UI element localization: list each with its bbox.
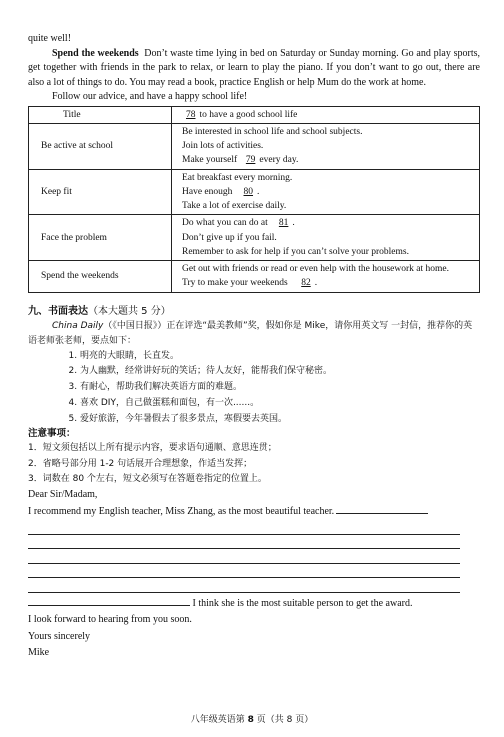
row-content xyxy=(172,261,480,293)
advice-table xyxy=(28,106,480,293)
weekends-heading: Spend the weekends xyxy=(52,47,139,59)
row-line xyxy=(182,276,475,290)
letter-sign-off: Yours sincerely xyxy=(28,630,91,642)
letter-greeting: Dear Sir/Madam, xyxy=(28,489,98,501)
footer-page-number: 8 xyxy=(247,715,254,725)
passage-follow: Follow our advice, and have a happy school life! xyxy=(52,91,248,102)
task-text: （《中国日报》）正在评选“最美教师”奖，假如你是 Mike，请你用英文写 一封信，推荐你的英语老师张老师，要点如下： xyxy=(28,321,473,346)
letter-closing-line xyxy=(28,596,480,613)
row-line: Eat breakfast every morning. xyxy=(182,172,293,183)
section-score: （本大题共 5 分） xyxy=(88,305,171,317)
answer-line[interactable] xyxy=(28,578,460,593)
closing-text: I think she is the most suitable person to get the award. xyxy=(192,597,413,609)
passage-line-0: quite well! xyxy=(28,33,72,44)
title-label: Title xyxy=(29,106,172,123)
note-item: 1．短文须包括以上所有提示内容，要求语句通顺、意思连贯； xyxy=(28,443,277,454)
answer-line[interactable] xyxy=(28,535,460,550)
blank-82[interactable]: 82 xyxy=(301,278,311,289)
footer-suffix: 页（共 8 页） xyxy=(256,715,314,725)
writing-section-title xyxy=(28,305,480,320)
key-points-list xyxy=(28,349,480,428)
row-line: Remember to ask for help if you can’t solve your problems. xyxy=(182,246,409,257)
table-row xyxy=(29,169,480,215)
row-line xyxy=(182,216,475,230)
row-line: Be interested in school life and school subjects. xyxy=(182,126,363,137)
row-text: Have enough xyxy=(182,186,233,197)
table-row xyxy=(29,123,480,169)
row-line: Join lots of activities. xyxy=(182,141,264,151)
row-line: Take a lot of exercise daily. xyxy=(182,201,287,211)
row-label: Be active at school xyxy=(29,123,172,169)
row-line xyxy=(182,185,475,199)
row-label: Keep fit xyxy=(29,169,172,215)
letter-opening xyxy=(28,504,480,521)
section-heading: 九、书面表达 xyxy=(28,305,88,317)
row-content xyxy=(172,169,480,215)
row-content xyxy=(172,215,480,261)
answer-line[interactable] xyxy=(28,520,460,535)
footer-prefix: 八年级英语第 xyxy=(190,715,245,725)
notes-title: 注意事项： xyxy=(28,428,76,440)
answer-line[interactable] xyxy=(28,596,190,606)
row-text: . xyxy=(314,278,318,289)
row-text: every day. xyxy=(259,155,299,166)
page-footer xyxy=(0,714,504,727)
row-line: Get out with friends or read or even help with the housework at home. xyxy=(182,264,449,274)
title-cell xyxy=(172,106,480,123)
table-row xyxy=(29,106,480,123)
passage-weekends-paragraph xyxy=(28,47,480,91)
weekends-text: Don’t waste time lying in bed on Saturday or Sunday morning. Go and play sports, get together with friends in the park to relax, or learn to play the piano. If you don’t want to go out, there are also a lot of things to do. You may read a book, practice English or help Mum do the work at home. xyxy=(28,47,480,88)
letter-look-forward: I look forward to hearing from you soon. xyxy=(28,614,192,626)
row-content xyxy=(172,123,480,169)
answer-line[interactable] xyxy=(336,504,428,514)
row-text: Make yourself xyxy=(182,155,238,166)
row-line xyxy=(182,153,475,167)
row-text: . xyxy=(292,218,295,229)
letter-area xyxy=(28,487,480,662)
list-item: 4. 喜欢 DIY，自己做蛋糕和面包，有一次......。 xyxy=(80,396,480,412)
row-text: Try to make your weekends xyxy=(182,278,288,289)
note-item: 2．省略号部分用 1-2 句话展开合理想象，作适当发挥； xyxy=(28,458,253,469)
table-row xyxy=(29,215,480,261)
list-item: 5. 爱好旅游，今年暑假去了很多景点，寒假要去英国。 xyxy=(80,412,480,428)
opening-text: I recommend my English teacher, Miss Zhang, as the most beautiful teacher. xyxy=(28,505,335,517)
blank-80[interactable]: 80 xyxy=(243,186,254,197)
row-text: Do what you can do at xyxy=(182,218,268,229)
list-item: 1. 明亮的大眼睛，长直发。 xyxy=(80,349,480,365)
list-item: 3. 有耐心，帮助我们解决英语方面的难题。 xyxy=(80,380,480,396)
row-label: Face the problem xyxy=(29,215,172,261)
list-item: 2. 为人幽默，经常讲好玩的笑话；待人友好，能帮我们保守秘密。 xyxy=(80,364,480,380)
blank-81[interactable]: 81 xyxy=(278,218,289,229)
letter-signature: Mike xyxy=(28,647,50,659)
exam-page xyxy=(28,32,480,662)
title-rest: to have a good school life xyxy=(199,109,298,120)
answer-line[interactable] xyxy=(28,564,460,579)
row-line: Don’t give up if you fail. xyxy=(182,232,277,243)
table-row xyxy=(29,261,480,293)
blank-79[interactable]: 79 xyxy=(245,155,256,166)
answer-line[interactable] xyxy=(28,549,460,564)
row-text: . xyxy=(257,186,260,197)
note-item: 3．词数在 80 个左右，短文必须写在答题卷指定的位置上。 xyxy=(28,473,267,484)
row-label: Spend the weekends xyxy=(29,261,172,293)
writing-task xyxy=(28,319,480,349)
paper-name: China Daily xyxy=(52,321,104,331)
blank-78[interactable]: 78 xyxy=(186,109,196,120)
